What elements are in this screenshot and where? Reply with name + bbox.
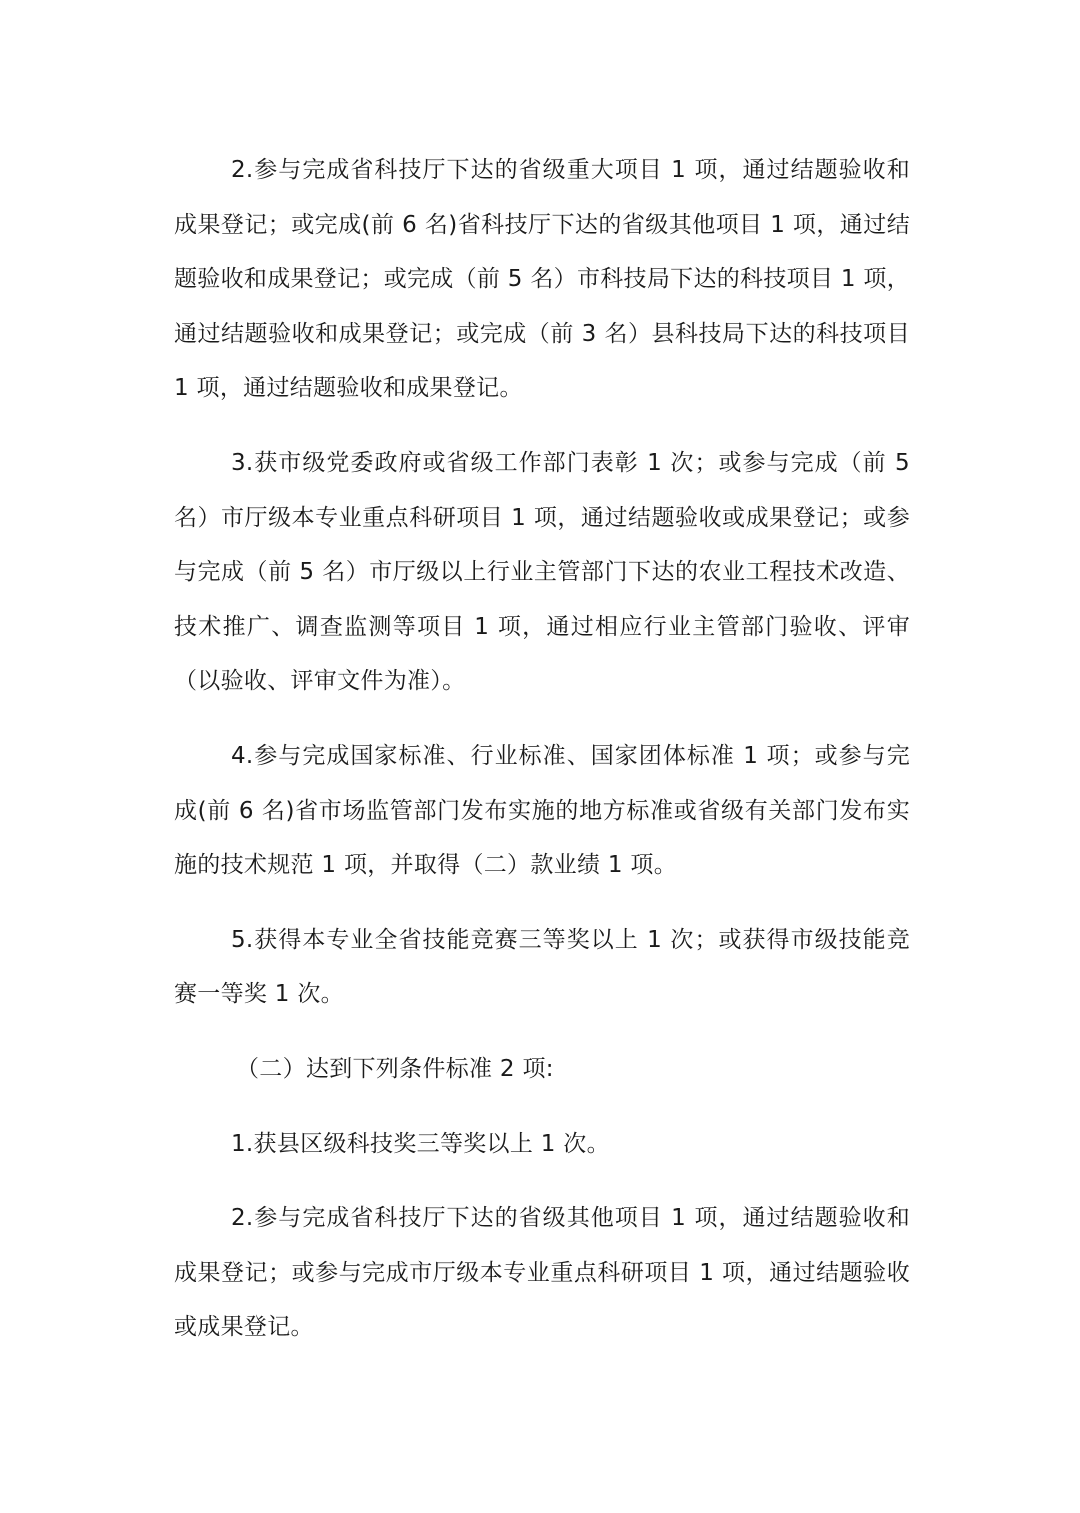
document-body: [174, 143, 910, 1355]
section-heading-two: （二）达到下列条件标准 2 项:: [236, 1055, 554, 1082]
paragraph-sub-item-1: 1.获县区级科技奖三等奖以上 1 次。: [231, 1130, 610, 1157]
paragraph-item-2: 2.参与完成省科技厅下达的省级重大项目 1 项，通过结题验收和成果登记；或完成(前 6 名)省科技厅下达的省级其他项目 1 项，通过结题验收和成果登记；或完成（前 5 名）市科技局下达的科技项目 1 项，通过结题验收和成果登记；或完成（前 3 名）县科技局下达的科技项目 1 项，通过结题验收和成果登记。: [174, 157, 911, 402]
paragraph-sub-item-2: 2.参与完成省科技厅下达的省级其他项目 1 项，通过结题验收和成果登记；或参与完成市厅级本专业重点科研项目 1 项，通过结题验收或成果登记。: [174, 1205, 910, 1341]
paragraph-item-4: 4.参与完成国家标准、行业标准、国家团体标准 1 项；或参与完成(前 6 名)省市场监管部门发布实施的地方标准或省级有关部门发布实施的技术规范 1 项，并取得（二）款业绩 1 项。: [174, 742, 910, 879]
paragraph-item-5: 5.获得本专业全省技能竞赛三等奖以上 1 次；或获得市级技能竞赛一等奖 1 次。: [174, 926, 910, 1008]
paragraph-item-3: 3.获市级党委政府或省级工作部门表彰 1 次；或参与完成（前 5 名）市厅级本专业重点科研项目 1 项，通过结题验收或成果登记；或参与完成（前 5 名）市厅级以上行业主管部门下达的农业工程技术改造、技术推广、调查监测等项目 1 项，通过相应行业主管部门验收、评审（以验收、评审文件为准）。: [174, 449, 910, 695]
